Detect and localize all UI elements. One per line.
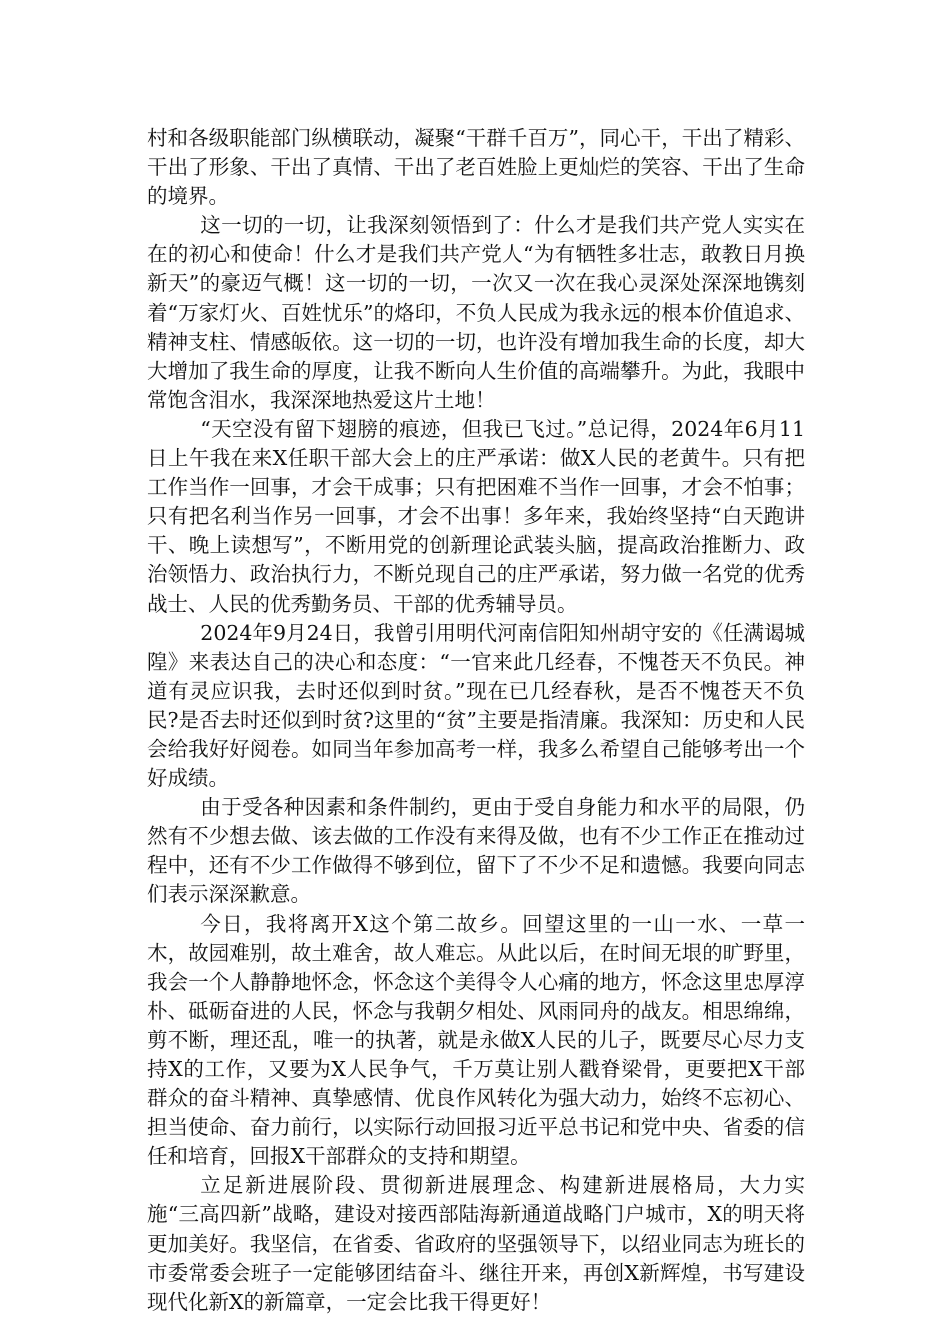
- paragraph-7: 立足新进展阶段、贯彻新进展理念、构建新进展格局，大力实施“三高四新”战略，建设对接西部陆海新通道战略门户城市，X的明天将更加美好。我坚信，在省委、省政府的坚强领导下，以绍业同志为班长的市委常委会班子一定能够团结奋斗、继往开来，再创X新辉煌，书写建设现代化新X的新篇章，一定会比我干得更好！: [147, 1173, 805, 1314]
- paragraph-2: 这一切的一切，让我深刻领悟到了：什么才是我们共产党人实实在在的初心和使命！什么才是我们共产党人“为有牺牲多壮志，敢教日月换新天”的豪迈气概！这一切的一切，一次又一次在我心灵深处深深地镌刻着“万家灯火、百姓忧乐”的烙印，不负人民成为我永远的根本价值追求、精神支柱、情感皈依。这一切的一切，也许没有增加我生命的长度，却大大增加了我生命的厚度，让我不断向人生价值的高端攀升。为此，我眼中常饱含泪水，我深深地热爱这片土地！: [147, 213, 805, 412]
- paragraph-6: 今日，我将离开X这个第二故乡。回望这里的一山一水、一草一木，故园难别，故土难舍，故人难忘。从此以后，在时间无垠的旷野里，我会一个人静静地怀念，怀念这个美得令人心痛的地方，怀念这里忠厚淳朴、砥砺奋进的人民，怀念与我朝夕相处、风雨同舟的战友。相思绵绵，剪不断，理还乱，唯一的执著，就是永做X人民的儿子，既要尽心尽力支持X的工作，又要为X人民争气，千万莫让别人戳脊梁骨，更要把X干部群众的奋斗精神、真挚感情、优良作风转化为强大动力，始终不忘初心、担当使命、奋力前行，以实际行动回报习近平总书记和党中央、省委的信任和培育，回报X干部群众的支持和期望。: [147, 911, 805, 1169]
- paragraph-1: 村和各级职能部门纵横联动，凝聚“干群千百万”，同心干，干出了精彩、干出了形象、干出了真情、干出了老百姓脸上更灿烂的笑容、干出了生命的境界。: [147, 126, 805, 209]
- paragraph-4: 2024年9月24日，我曾引用明代河南信阳知州胡守安的《任满谒城隍》来表达自己的决心和态度：“一官来此几经春，不愧苍天不负民。神道有灵应识我，去时还似到时贫。”现在已几经春秋，是否不愧苍天不负民?是否去时还似到时贫?这里的“贫”主要是指清廉。我深知：历史和人民会给我好好阅卷。如同当年参加高考一样，我多么希望自己能够考出一个好成绩。: [147, 620, 805, 791]
- paragraph-3: “天空没有留下翅膀的痕迹，但我已飞过。”总记得，2024年6月11日上午我在来X任职干部大会上的庄严承诺：做X人民的老黄牛。只有把工作当作一回事，才会干成事；只有把困难不当作一回事，才会不怕事；只有把名利当作另一回事，才会不出事！多年来，我始终坚持“白天跑讲干、晚上读想写”，不断用党的创新理论武装头脑，提高政治推断力、政治领悟力、政治执行力，不断兑现自己的庄严承诺，努力做一名党的优秀战士、人民的优秀勤务员、干部的优秀辅导员。: [147, 416, 805, 616]
- document-body: [147, 124, 805, 1317]
- paragraph-5: 由于受各种因素和条件制约，更由于受自身能力和水平的局限，仍然有不少想去做、该去做的工作没有来得及做，也有不少工作正在推动过程中，还有不少工作做得不够到位，留下了不少不足和遗憾。我要向同志们表示深深歉意。: [147, 795, 805, 907]
